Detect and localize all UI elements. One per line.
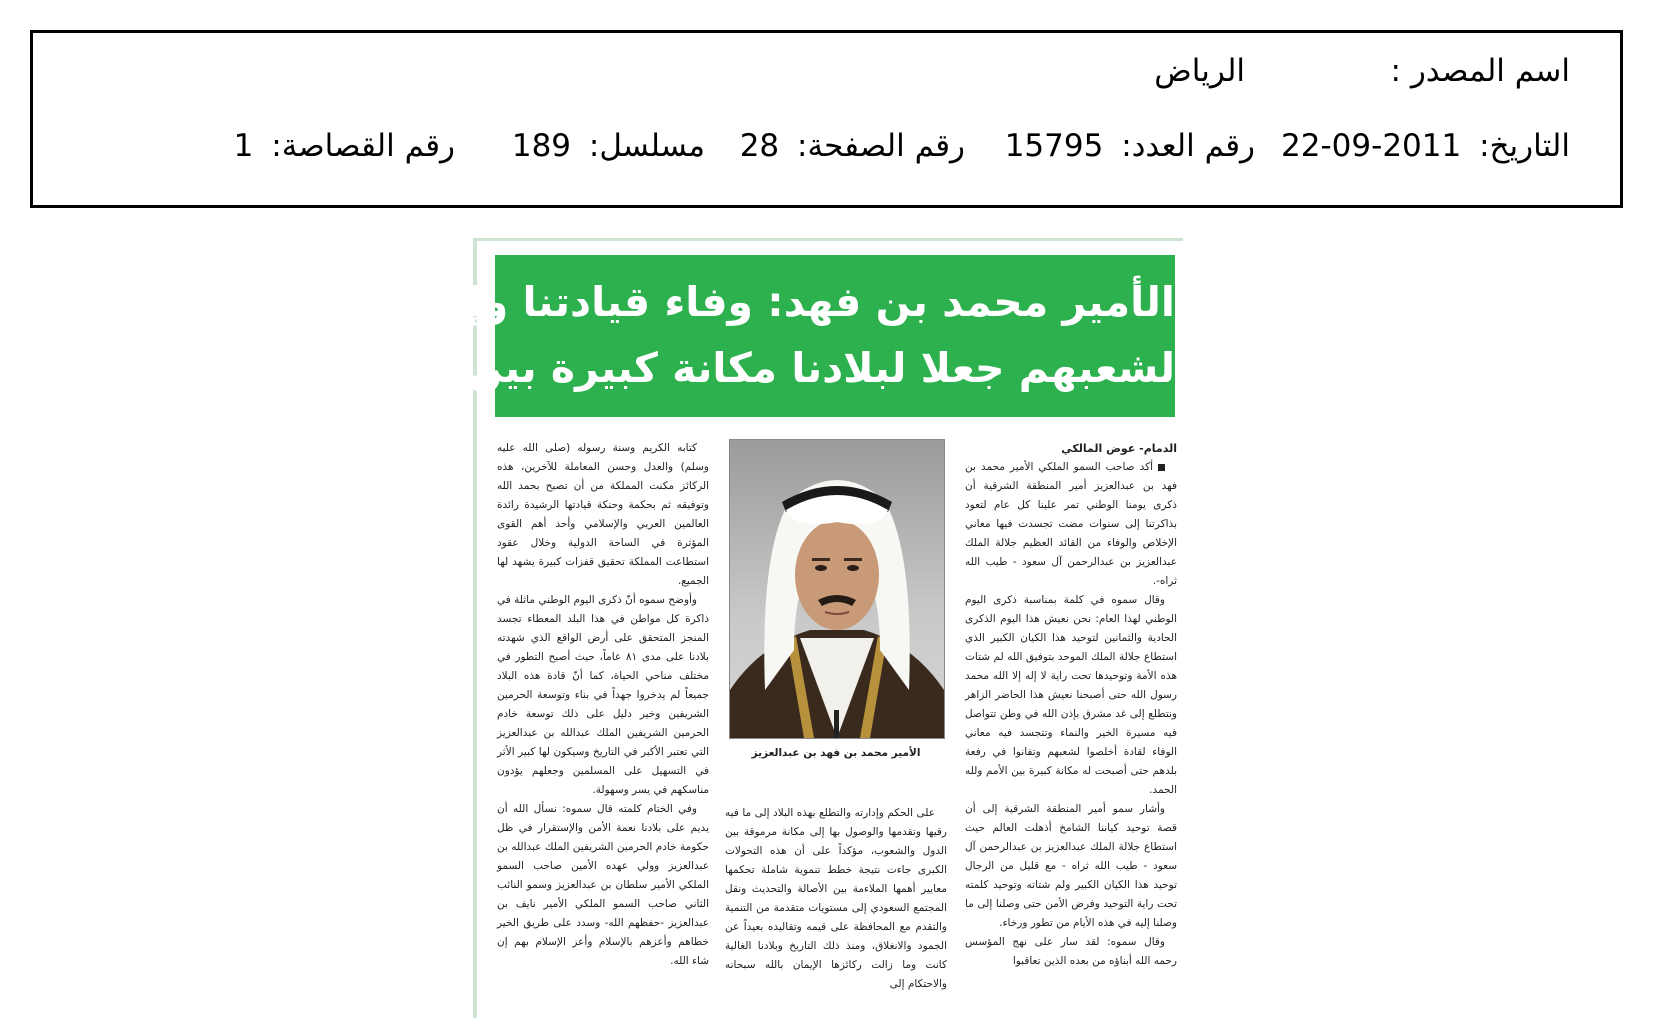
page-field	[740, 128, 965, 164]
article-paragraph: وأشار سمو أمير المنطقة الشرقية إلى أن قصة توحيد كياننا الشامخ أذهلت العالم حيث استطاع جلالة الملك عبدالعزيز بن عبدالرحمن آل سعود - طيب الله ثراه - مع قليل من الرجال توحيد هذا الكيان الكبير ولم شتاته وتوحيد كلمته تحت راية التوحيد وفرض الأمن حتى وصلنا إلى ما وصلنا إليه في هذه الأيام من تطور ورخاء.	[965, 803, 1177, 929]
bullet-icon	[1158, 464, 1165, 471]
article-paragraph: على الحكم وإدارته والتطلع بهذه البلاد إلى ما فيه رقيها وتقدمها والوصول بها إلى مكانة مرموقة بين الدول والشعوب، مؤكداً على أن هذه التحولات الكبرى جاءت نتيجة خطط تنموية شاملة تحكمها معايير أهمها الملاءمة بين الأصالة والتحديث ونقل المجتمع السعودي إلى مستويات متقدمة من التنمية والتقدم مع المحافظة على قيمه وتقاليده بعيداً عن الجمود والانغلاق، ومنذ ذلك التاريخ وبلادنا الغالية كانت وما زالت ركائزها الإيمان بالله سبحانه والاحتكام إلى	[725, 807, 947, 990]
source-value: الرياض	[1154, 53, 1245, 89]
portrait-image	[730, 440, 944, 738]
article-paragraph: كتابه الكريم وسنة رسوله (صلى الله عليه وسلم) والعدل وحسن المعاملة للآخرين، هذه الركائز مكنت المملكة من أن تصبح بحمد الله وتوفيقه ثم بحكمة وحنكة قيادتها الرشيدة رائدة العالمين العربي والإسلامي وأحد أهم القوى المؤثرة في الساحة الدولية وخلال عقود استطاعت المملكة تحقيق قفزات كبيرة يشهد لها الجميع.	[497, 442, 709, 587]
clip-label: رقم القصاصة:	[271, 128, 455, 164]
serial-label: مسلسل:	[588, 128, 705, 164]
serial-field	[512, 128, 705, 164]
issue-field	[1005, 128, 1255, 164]
article-paragraph: وفي الختام كلمته قال سموه: نسأل الله أن يديم على بلادنا نعمة الأمن والإستقرار في ظل حكومة خادم الحرمين الشريفين الملك عبدالله بن عبدالعزيز وولي عهده الأمين صاحب السمو الملكي الأمير سلطان بن عبدالعزيز وسمو النائب الثاني صاحب السمو الملكي الأمير نايف بن عبدالعزيز -حفظهم الله- وسدد على طريق الخير خطاهم وأعزهم بالإسلام وأعز الإسلام بهم إن شاء الله.	[497, 803, 709, 967]
article-byline: الدمام- عوض المالكي	[1061, 442, 1177, 455]
serial-value: 189	[511, 128, 572, 164]
article-column-left	[497, 439, 709, 1016]
article-column-right	[965, 439, 1177, 1009]
photo-caption: الأمير محمد بن فهد بن عبدالعزيز	[751, 747, 921, 759]
article-headline	[309, 255, 1175, 417]
article-paragraph: وقال سموه في كلمة بمناسبة ذكرى اليوم الوطني لهذا العام: نحن نعيش هذا اليوم الذكرى الحادية والثمانين لتوحيد هذا الكيان الكبير الذي استطاع جلالة الملك الموحد بتوفيق الله لم شتات هذه الأمة وتوحيدها تحت راية لا إله إلا الله محمد رسول الله حتى أصبحنا نعيش هذا الحاضر الزاهر ونتطلع إلى غد مشرق بإذن الله في وطن تتواصل فيه مسيرة الخير والنماء وتتجسد فيه معاني الوفاء لقادة أخلصوا لشعبهم وتفانوا في رفعة بلدهم حتى أصبحت له مكانة كبيرة بين الأمم ولله الحمد.	[965, 594, 1177, 796]
newspaper-clipping	[309, 238, 1183, 1018]
issue-label: رقم العدد:	[1121, 128, 1255, 164]
date-label: التاريخ:	[1479, 128, 1570, 164]
headline-line-1: الأمير محمد بن فهد: وفاء قيادتنا وإخلاصهم	[309, 278, 1175, 326]
page-label: رقم الصفحة:	[797, 128, 965, 164]
metadata-row-details	[33, 128, 1620, 178]
article-paragraph: وقال سموه: لقد سار على نهج المؤسس رحمه الله أبناؤه من بعده الذين تعاقبوا	[965, 936, 1177, 967]
article-column-middle	[725, 804, 947, 1016]
clip-field	[234, 128, 455, 164]
clip-value: 1	[233, 128, 254, 164]
article-paragraph	[965, 458, 1177, 591]
headline-line-2: لشعبهم جعلا لبلادنا مكانة كبيرة بين الأمم	[350, 344, 1175, 392]
article-paragraph: وأوضح سموه أنّ ذكرى اليوم الوطني ماثلة في ذاكرة كل مواطن في هذا البلد المعطاء تجسد المنجز المتحقق على أرض الواقع الذي شهدته بلادنا على مدى ٨١ عاماً، حيث أصبح التطور في مختلف مناحي الحياة، كما أنّ قادة هذه البلاد جميعاً لم يدخروا جهداً في بناء وتوسعة الحرمين الشريفين وخير دليل على ذلك توسعة خادم الحرمين الشريفين الملك عبدالله بن عبدالعزيز التي تعتبر الأكبر في التاريخ وسيكون لها كبير الأثر في التسهيل على المسلمين وجعلهم يؤدون مناسكهم في يسر وسهولة.	[497, 594, 709, 796]
date-field	[1281, 128, 1570, 164]
source-label: اسم المصدر :	[1390, 53, 1570, 89]
source-metadata-box	[30, 30, 1623, 208]
metadata-row-source	[33, 53, 1620, 103]
paragraph-text: أكد صاحب السمو الملكي الأمير محمد بن فهد بن عبدالعزيز أمير المنطقة الشرقية أن ذكرى يومنا الوطني تمر علينا كل عام لتعود بذاكرتنا إلى سنوات مضت تجسدت فيها معاني الإخلاص والوفاء من القائد العظيم جلالة الملك عبدالعزيز بن عبدالرحمن آل سعود - طيب الله ثراه-.	[965, 461, 1177, 587]
date-value: 2011-09-22	[1281, 128, 1462, 164]
page-value: 28	[739, 128, 780, 164]
issue-value: 15795	[1004, 128, 1104, 164]
portrait-photo	[729, 439, 945, 739]
